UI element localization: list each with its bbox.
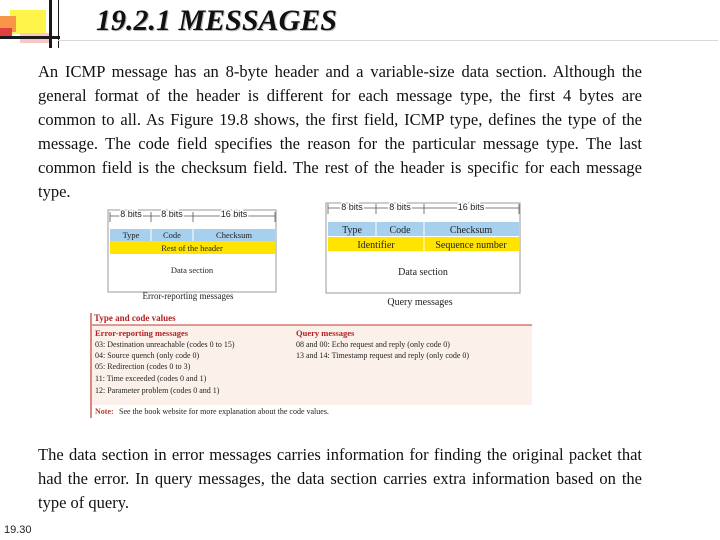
error-code-item: 11: Time exceeded (codes 0 and 1) bbox=[95, 374, 207, 383]
error-bits-code: 8 bits bbox=[161, 209, 183, 219]
slide-title: 19.2.1 MESSAGES bbox=[96, 4, 337, 37]
note-text: See the book website for more explanation about the code values. bbox=[119, 407, 329, 416]
type-code-panel bbox=[91, 313, 532, 418]
intro-paragraph: An ICMP message has an 8-byte header and a variable-size data section. Although the general format of the header is different for each message type, the first 4 bytes are common to all. As Figure 19.8 shows, the first field, ICMP type, defines the type of the message. The code field specifies the reason for the particular message type. The last common field is the checksum field. The rest of the header is specific for each message type. bbox=[38, 62, 642, 201]
error-bits-type: 8 bits bbox=[120, 209, 142, 219]
error-rest-label: Rest of the header bbox=[161, 243, 223, 253]
query-field-type: Type bbox=[342, 225, 362, 236]
query-data-label: Data section bbox=[398, 267, 448, 278]
query-identifier-label: Identifier bbox=[357, 240, 395, 251]
query-bits-checksum: 16 bits bbox=[457, 202, 485, 212]
error-field-type: Type bbox=[122, 230, 140, 240]
codes-heading: Type and code values bbox=[94, 313, 176, 323]
query-codes-heading: Query messages bbox=[296, 328, 355, 338]
data-section-paragraph: The data section in error messages carries information for finding the original packet that had the error. In query messages, the data section carries extra information based on the type of query. bbox=[38, 445, 642, 512]
query-format-caption: Query messages bbox=[387, 297, 453, 308]
query-message-format bbox=[326, 202, 520, 308]
error-bits-checksum: 16 bits bbox=[220, 209, 248, 219]
error-code-item: 03: Destination unreachable (codes 0 to 15) bbox=[95, 340, 235, 349]
query-bits-code: 8 bits bbox=[389, 202, 411, 212]
error-field-checksum: Checksum bbox=[216, 230, 252, 240]
query-field-code: Code bbox=[389, 225, 411, 236]
error-code-item: 04: Source quench (only code 0) bbox=[95, 351, 200, 360]
error-format-caption: Error-reporting messages bbox=[142, 291, 234, 301]
query-sequence-label: Sequence number bbox=[435, 240, 507, 251]
note-label: Note: bbox=[95, 407, 114, 416]
error-codes-heading: Error-reporting messages bbox=[95, 328, 189, 338]
error-data-label: Data section bbox=[170, 265, 214, 275]
slide-number: 19.30 bbox=[4, 524, 32, 536]
query-bits-type: 8 bits bbox=[341, 202, 363, 212]
query-code-item: 13 and 14: Timestamp request and reply (only code 0) bbox=[296, 351, 470, 360]
error-field-code: Code bbox=[163, 230, 181, 240]
error-code-item: 12: Parameter problem (codes 0 and 1) bbox=[95, 386, 220, 395]
error-code-item: 05: Redirection (codes 0 to 3) bbox=[95, 362, 191, 371]
query-code-item: 08 and 00: Echo request and reply (only code 0) bbox=[296, 340, 450, 349]
error-message-format bbox=[108, 209, 276, 301]
query-field-checksum: Checksum bbox=[449, 225, 493, 236]
